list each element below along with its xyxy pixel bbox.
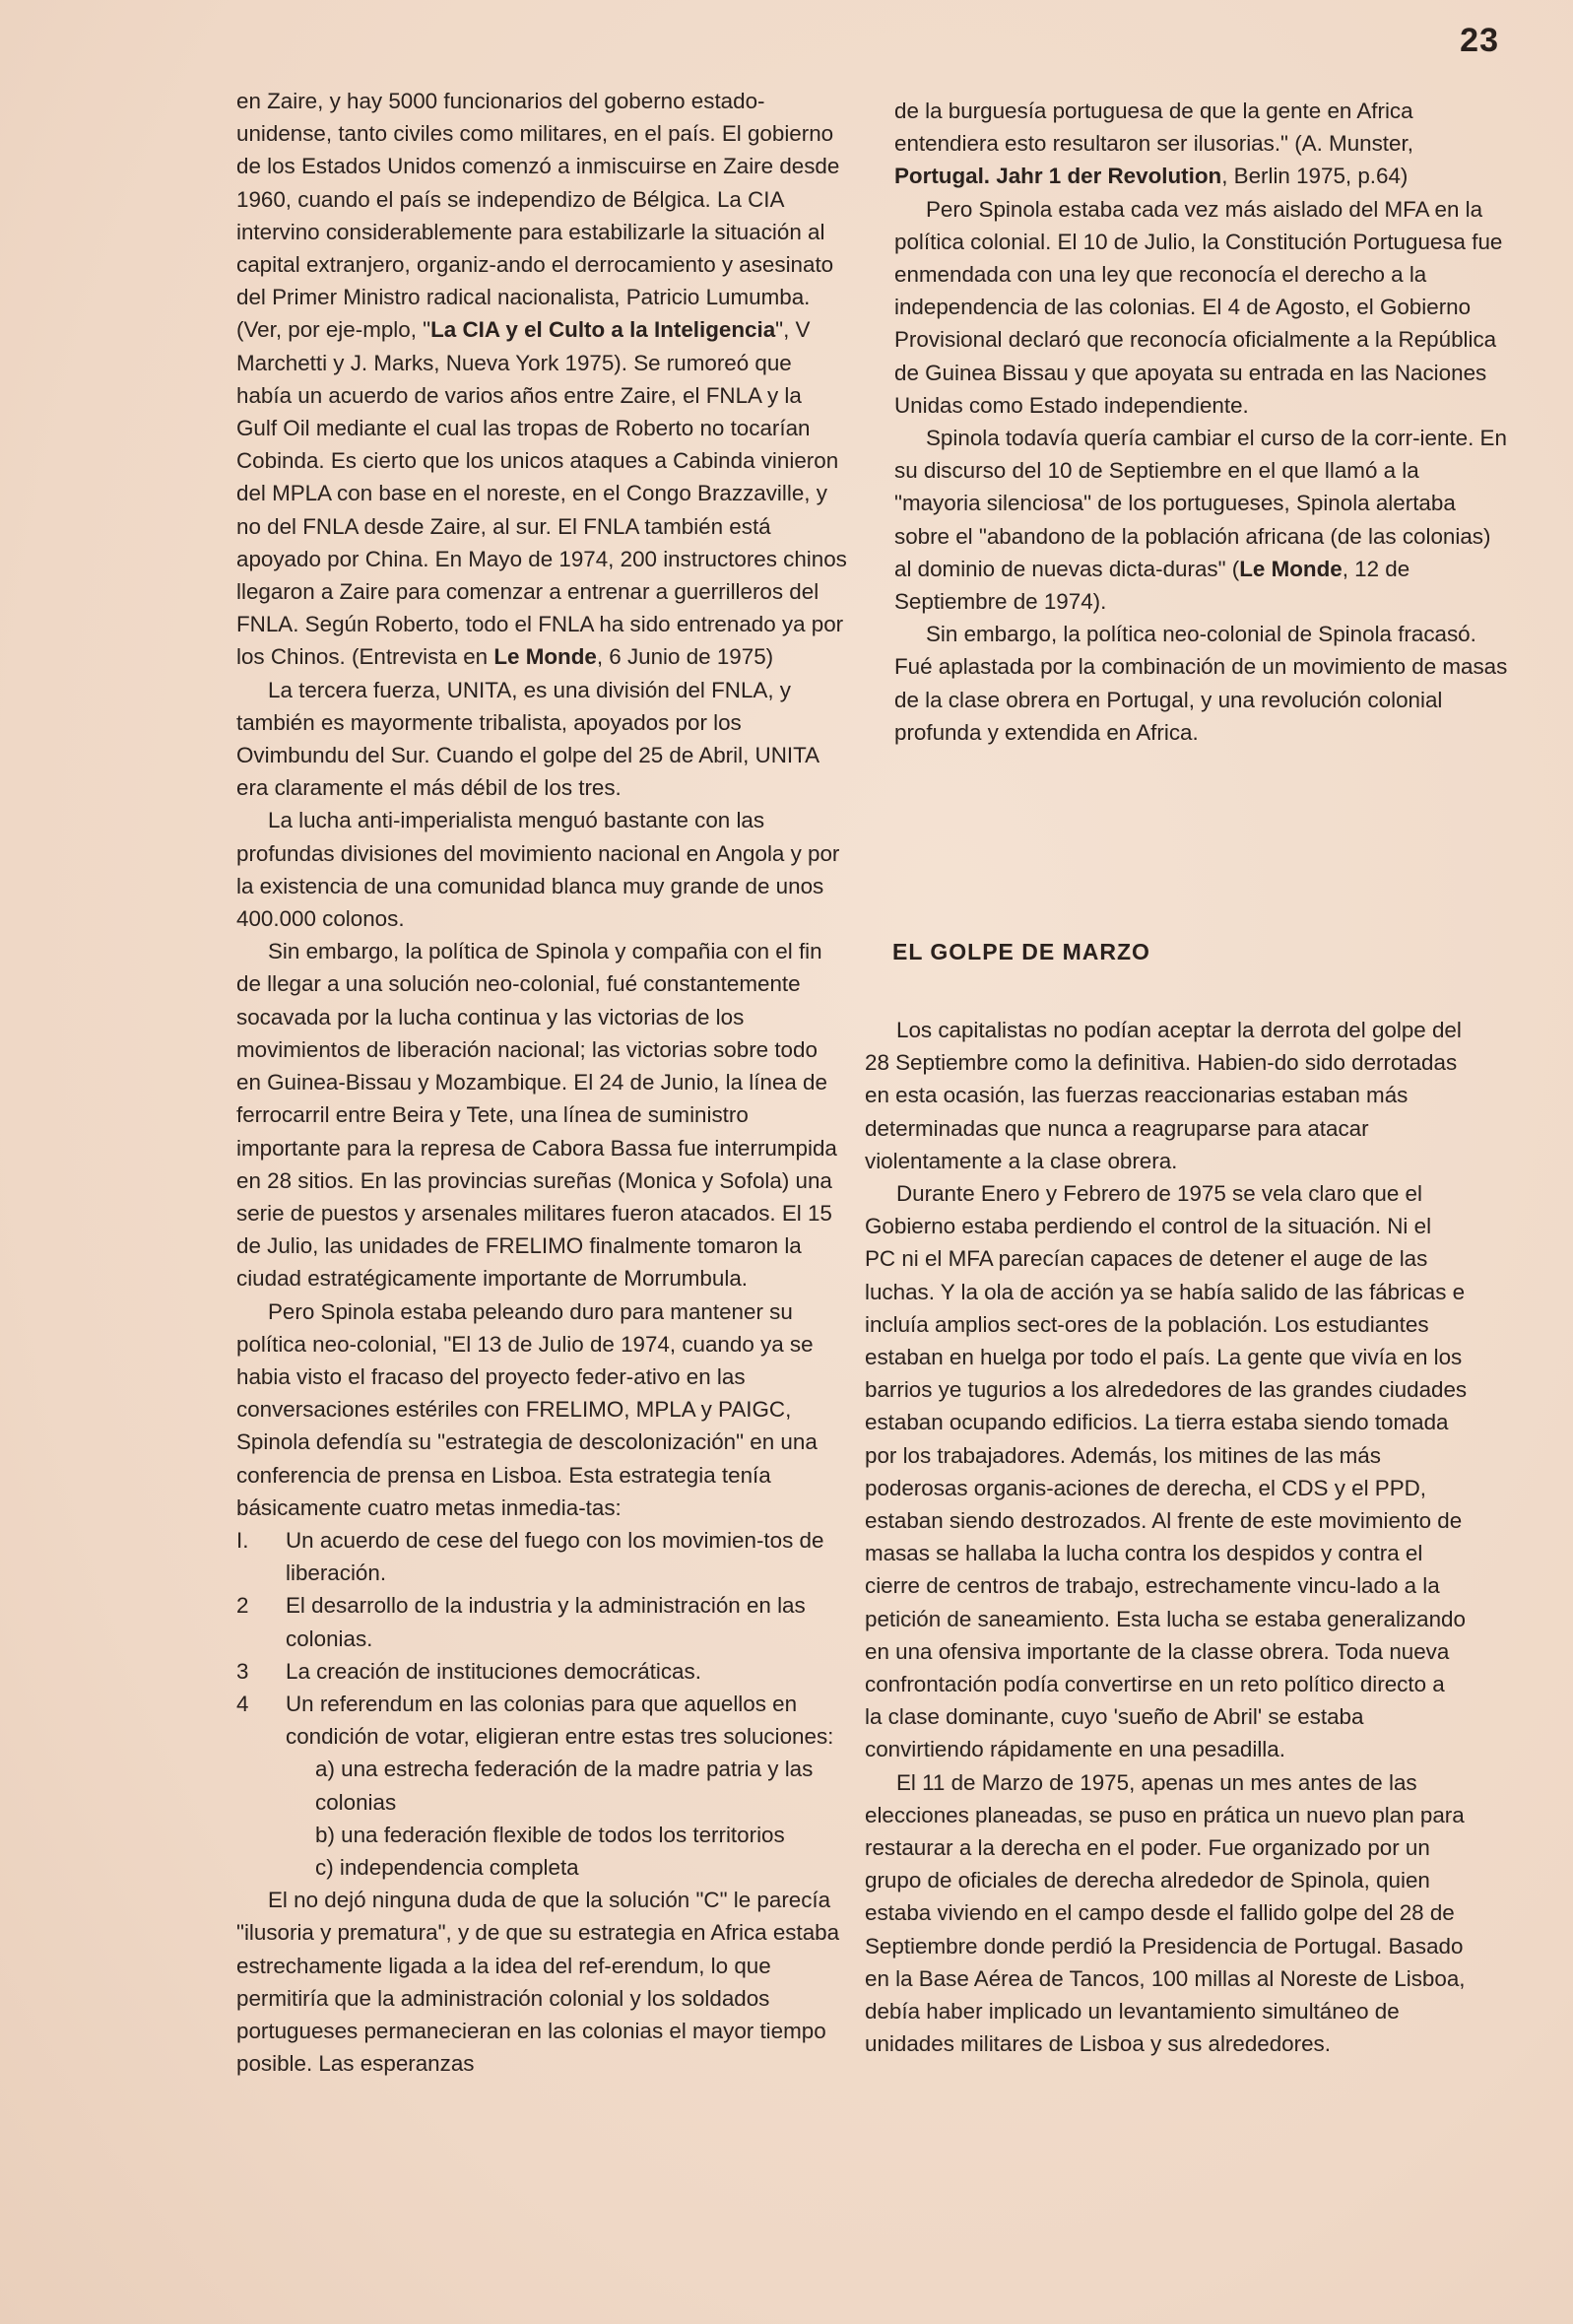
left-paragraph-2: La tercera fuerza, UNITA, es una división del FNLA, y también es mayormente tribalista, apoyados por los Ovimbundu del Sur. Cuando el golpe del 25 de Abril, UNITA era claramente el más débil de los tres.	[236, 677, 819, 801]
list-item: I. Un acuerdo de cese del fuego con los movimien-tos de liberación.	[236, 1527, 824, 1586]
left-paragraph-3: La lucha anti-imperialista menguó bastante con las profundas divisiones del movimiento nacional en Angola y por la existencia de una comunidad blanca muy grande de unos 400.000 colonos.	[236, 808, 840, 932]
right-paragraph-6: Durante Enero y Febrero de 1975 se vela claro que el Gobierno estaba perdiendo el control de la situación. Ni el PC ni el MFA parecían capaces de detener el auge de las luchas. Y la ola de acción ya se había salido de las fábricas e incluía amplios sect-ores de la población. Los estudiantes estaban en huelga por todo el país. La gente que vivía en los barrios ye tugurios a los alrededores de las grandes ciudades estaban ocupando edificios. La tierra estaba siendo tomada por los trabajadores. Además, los mitines de las más poderosas organis-aciones de derecha, el CDS y el PPD, estaban siendo destrozados. Al frente de este movimiento de masas se hallaba la lucha contra los despidos y contra el cierre de centros de trabajo, estrechamente vincu-lado a la petición de saneamiento. Esta lucha se estaba generalizando en una ofensiva importante de la classe obrera. Toda nueva confrontación podía convertirse en un reto político directo a la clase dominante, cuyo 'sueño de Abril' se estaba convirtiendo rápidamente en una pesadilla.	[865, 1181, 1468, 1762]
left-paragraph-5: Pero Spinola estaba peleando duro para mantener su política neo-colonial, "El 13 de Julio de 1974, cuando ya se habia visto el fracaso del proyecto feder-ativo en las conversaciones estériles con FRELIMO, MPLA y PAIGC, Spinola defendía su "estrategia de descolonización" en una conferencia de prensa en Lisboa. Esta estrategia tenía básicamente cuatro metas inmedia-tas:	[236, 1298, 818, 1520]
page-number: 23	[1460, 22, 1499, 59]
right-paragraph-1: de la burguesía portuguesa de que la gente en Africa entendiera esto resultaron ser ilusorias." (A. Munster, Portugal. Jahr 1 der Revolution, Berlin 1975, p.64)	[894, 99, 1413, 189]
left-paragraph-4: Sin embargo, la política de Spinola y compañia con el fin de llegar a una solución neo-colonial, fué constantemente socavada por la lucha continua y las victorias de los movimientos de liberación nacional; las victorias sobre todo en Guinea-Bissau y Mozambique. El 24 de Junio, la línea de ferrocarril entre Beira y Tete, una línea de suministro importante para la represa de Cabora Bassa fue interrumpida en 28 sitios. En las provincias sureñas (Monica y Sofola) una serie de puestos y arsenales militares fueron atacados. El 15 de Julio, las unidades de FRELIMO finalmente tomaron la ciudad estratégicamente importante de Morrumbula.	[236, 939, 837, 1292]
left-paragraph-1: en Zaire, y hay 5000 funcionarios del goberno estado-unidense, tanto civiles como militares, en el país. El gobierno de los Estados Unidos comenzó a inmiscuirse en Zaire desde 1960, cuando el país se independizo de Bélgica. La CIA intervino considerablemente para estabilizarle la situación al capital extranjero, organiz-ando el derrocamiento y asesinato del Primer Ministro radical nacionalista, Patricio Lumumba. (Ver, por eje-mplo, "La CIA y el Culto a la Inteligencia", V Marchetti y J. Marks, Nueva York 1975). Se rumoreó que había un acuerdo de varios años entre Zaire, el FNLA y la Gulf Oil mediante el cual las tropas de Roberto no tocarían Cobinda. Es cierto que los unicos ataques a Cabinda vinieron del MPLA con base en el noreste, en el Congo Brazzaville, y no del FNLA desde Zaire, al sur. El FNLA también está apoyado por China. En Mayo de 1974, 200 instructores chinos llegaron a Zaire para comenzar a entrenar a guerrilleros del FNLA. Según Roberto, todo el FNLA ha sido entrenado ya por los Chinos. (Entrevista en Le Monde, 6 Junio de 1975)	[236, 89, 847, 670]
section-heading: EL GOLPE DE MARZO	[892, 939, 1150, 964]
right-column-bottom	[865, 1014, 1468, 2061]
sub-list-item: b) una federación flexible de todos los territorios	[315, 1822, 785, 1847]
book-title: La CIA y el Culto a la Inteligencia	[430, 317, 776, 343]
newspaper-title: Le Monde	[1239, 556, 1343, 581]
sub-list	[236, 1753, 847, 1884]
goals-list	[236, 1524, 847, 1884]
right-paragraph-5: Los capitalistas no podían aceptar la derrota del golpe del 28 Septiembre como la definitiva. Habien-do sido derrotadas en esta ocasión, las fuerzas reaccionarias estaban más determinadas que nunca a reagruparse para atacar violentamente a la clase obrera.	[865, 1018, 1462, 1173]
list-item: 4 Un referendum en las colonias para que aquellos en condición de votar, eligieran entre estas tres soluciones:	[236, 1691, 834, 1750]
right-paragraph-3: Spinola todavía quería cambiar el curso de la corr-iente. En su discurso del 10 de Septiembre en el que llamó a la "mayoria silenciosa" de los portugueses, Spinola alertaba sobre el "abandono de la población africana (de las colonias) al dominio de nuevas dicta-duras" (Le Monde, 12 de Septiembre de 1974).	[894, 426, 1507, 615]
list-item: 3 La creación de instituciones democráticas.	[236, 1658, 701, 1684]
list-item: 2 El desarrollo de la industria y la administración en las colonias.	[236, 1593, 806, 1651]
left-paragraph-6: El no dejó ninguna duda de que la solución "C" le parecía "ilusoria y prematura", y de que su estrategia en Africa estaba estrechamente ligada a la idea del ref-erendum, lo que permitiría que la administración colonial y los soldados portugueses permanecieran en las colonias el mayor tiempo posible. Las esperanzas	[236, 1888, 840, 2077]
book-title: Portugal. Jahr 1 der Revolution	[894, 164, 1222, 189]
newspaper-title: Le Monde	[493, 644, 597, 670]
sub-list-item: a) una estrecha federación de la madre patria y las colonias	[315, 1757, 814, 1815]
left-column	[236, 85, 847, 2080]
right-paragraph-2: Pero Spinola estaba cada vez más aislado del MFA en la política colonial. El 10 de Julio, la Constitución Portuguesa fue enmendada con una ley que reconocía el derecho a la independencia de las colonias. El 4 de Agosto, el Gobierno Provisional declaró que reconocía oficialmente a la República de Guinea Bissau y que apoyata su entrada en las Naciones Unidas como Estado independiente.	[894, 196, 1503, 418]
sub-list-item: c) independencia completa	[315, 1854, 579, 1880]
right-paragraph-7: El 11 de Marzo de 1975, apenas un mes antes de las elecciones planeadas, se puso en prática un nuevo plan para restaurar a la derecha en el poder. Fue organizado por un grupo de oficiales de derecha alrededor de Spinola, quien estaba viviendo en el campo desde el fallido golpe del 28 de Septiembre donde perdió la Presidencia de Portugal. Basado en la Base Aérea de Tancos, 100 millas al Noreste de Lisboa, debía haber implicado un levantamiento simultáneo de unidades militares de Lisboa y sus alrededores.	[865, 1769, 1466, 2057]
right-column-top	[894, 95, 1511, 749]
right-paragraph-4: Sin embargo, la política neo-colonial de Spinola fracasó. Fué aplastada por la combinación de un movimiento de masas de la clase obrera en Portugal, y una revolución colonial profunda y extendida en Africa.	[894, 622, 1508, 745]
